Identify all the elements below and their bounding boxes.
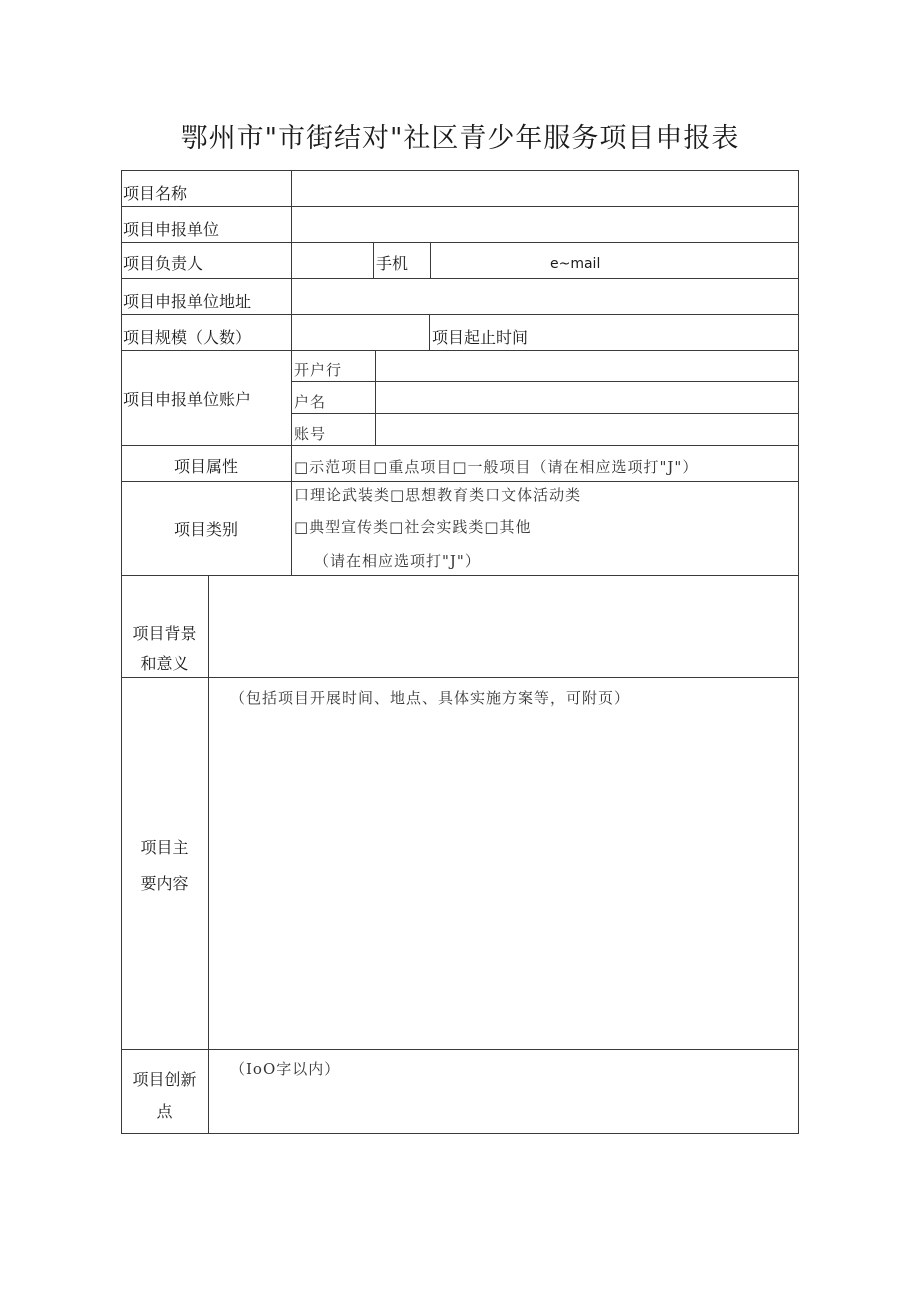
attribute-options: □示范项目□重点项目□一般项目（请在相应选项打"J"） [294, 458, 699, 476]
main-content-field[interactable] [209, 712, 798, 1049]
label-project-scale: 项目规模（人数） [123, 328, 252, 347]
label-project-leader: 项目负责人 [123, 254, 204, 273]
label-account-number: 账号 [294, 425, 327, 443]
label-unit-address: 项目申报单位地址 [123, 292, 252, 311]
row-line [121, 1133, 799, 1134]
project-name-field[interactable] [292, 171, 798, 206]
col-line [121, 170, 122, 1134]
account-holder-field[interactable] [376, 382, 798, 413]
row-line [121, 677, 799, 678]
row-line [121, 481, 799, 482]
label-main-content-line1: 项目主 [140, 838, 189, 857]
background-field[interactable] [209, 576, 798, 677]
category-options-line2: □典型宣传类□社会实践类□其他 [294, 518, 532, 536]
label-background-line1: 项目背景 [132, 624, 197, 643]
email-field[interactable] [600, 243, 798, 278]
account-number-field[interactable] [376, 414, 798, 445]
label-applicant-unit: 项目申报单位 [123, 220, 220, 239]
page-title: 鄂州市"市街结对"社区青少年服务项目申报表 [180, 123, 740, 154]
project-period-field[interactable] [540, 315, 798, 350]
innovation-hint: （IoO字以内） [230, 1060, 341, 1078]
label-innovation-line1: 项目创新 [132, 1070, 197, 1089]
category-options-note: （请在相应选项打"J"） [314, 552, 481, 570]
label-email: e~mail [550, 256, 601, 272]
category-options-line1: 口理论武装类□思想教育类口文体活动类 [294, 486, 582, 504]
col-line [373, 242, 374, 278]
label-bank: 开户行 [294, 361, 343, 379]
label-account-holder: 户名 [294, 393, 327, 411]
row-line [121, 445, 799, 446]
project-scale-field[interactable] [292, 315, 429, 350]
bank-field[interactable] [376, 351, 798, 381]
applicant-unit-field[interactable] [292, 207, 798, 242]
unit-address-field[interactable] [292, 279, 798, 314]
label-phone: 手机 [376, 254, 409, 273]
label-project-period: 项目起止时间 [432, 328, 529, 347]
col-line [429, 314, 430, 350]
label-project-name: 项目名称 [123, 184, 188, 203]
label-innovation-line2: 点 [156, 1102, 173, 1121]
innovation-field[interactable] [209, 1084, 798, 1133]
main-content-hint: （包括项目开展时间、地点、具体实施方案等，可附页） [230, 689, 631, 707]
label-project-attribute: 项目属性 [173, 457, 238, 476]
label-project-category: 项目类别 [173, 520, 238, 539]
project-leader-field[interactable] [292, 243, 373, 278]
label-background-line2: 和意义 [140, 654, 189, 673]
col-line [798, 170, 799, 1134]
row-line [121, 1049, 799, 1050]
label-main-content-line2: 要内容 [140, 874, 189, 893]
phone-field[interactable] [431, 243, 549, 278]
label-unit-account: 项目申报单位账户 [123, 390, 252, 409]
